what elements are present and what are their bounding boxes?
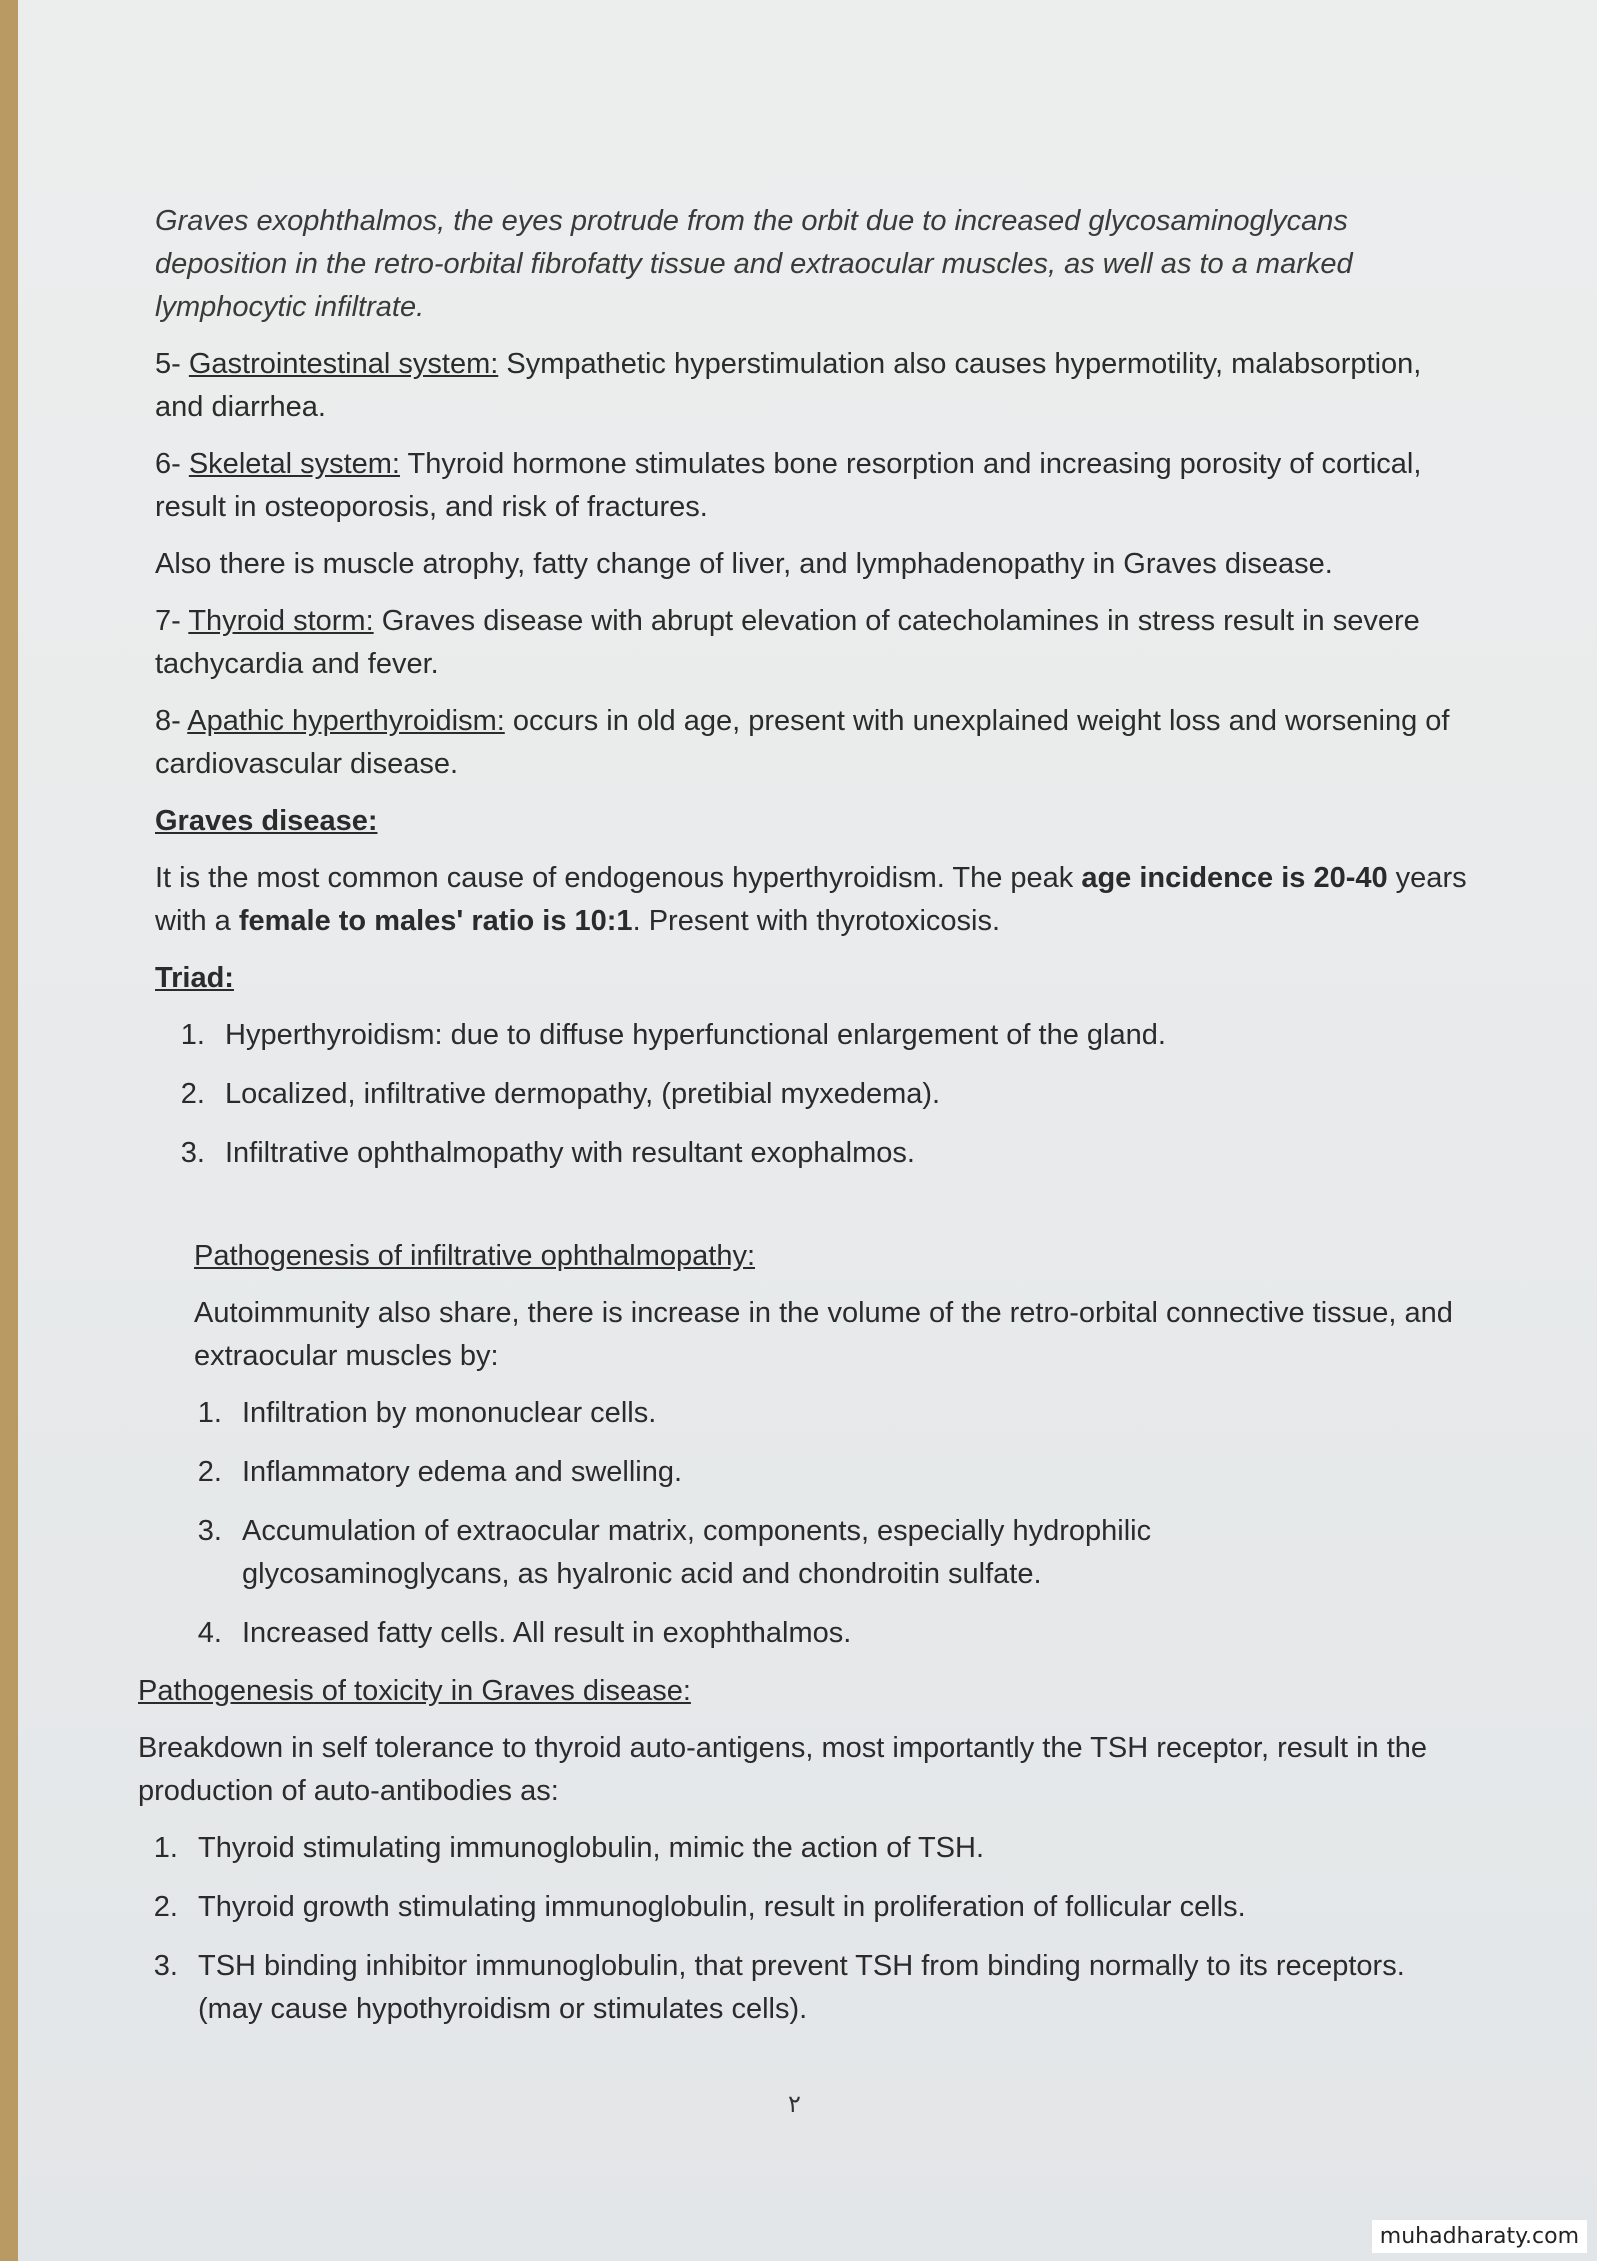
section-title: Apathic hyperthyroidism: xyxy=(187,705,505,737)
intro-paragraph: Graves exophthalmos, the eyes protrude from the orbit due to increased glycosaminoglycans deposition in the retro-orbital fibrofatty tissue and extraocular muscles, as well as to a marked lymphocytic infiltrate. xyxy=(155,205,1353,323)
section-text: Graves disease with abrupt elevation of catecholamines in stress result in severe tachycardia and fever. xyxy=(155,605,1420,680)
section-thyroid-storm xyxy=(155,600,1475,686)
list-item: 1. Infiltration by mononuclear cells. xyxy=(230,1392,1464,1435)
section-number: 6- xyxy=(155,448,189,480)
section-title: Thyroid storm: xyxy=(188,605,374,637)
graves-heading: Graves disease: xyxy=(155,805,378,837)
content-upper xyxy=(155,200,1475,1191)
list-item: 1. Thyroid stimulating immunoglobulin, mimic the action of TSH. xyxy=(186,1827,1438,1870)
graves-paragraph xyxy=(155,857,1475,943)
toxicity-intro: Breakdown in self tolerance to thyroid auto-antigens, most importantly the TSH receptor, result in the production of auto-antibodies as: xyxy=(138,1732,1428,1807)
list-item: 4. Increased fatty cells. All result in exophthalmos. xyxy=(230,1612,1464,1655)
list-item: 3. Infiltrative ophthalmopathy with resultant exophalmos. xyxy=(213,1132,1475,1175)
content-toxicity xyxy=(138,1670,1438,2047)
graves-age-bold: age incidence is 20-40 xyxy=(1081,862,1388,894)
ophthalmopathy-intro: Autoimmunity also share, there is increase in the volume of the retro-orbital connective tissue, and extraocular muscles by: xyxy=(194,1297,1453,1372)
triad-list xyxy=(155,1014,1475,1175)
section-text: Sympathetic hyperstimulation also causes hypermotility, malabsorption, and diarrhea. xyxy=(155,348,1422,423)
content-ophthalmopathy xyxy=(194,1235,1464,1671)
section-text: Thyroid hormone stimulates bone resorption and increasing porosity of cortical, result in osteoporosis, and risk of fractures. xyxy=(155,448,1422,523)
list-item: 2. Localized, infiltrative dermopathy, (pretibial myxedema). xyxy=(213,1073,1475,1116)
toxicity-heading: Pathogenesis of toxicity in Graves disease: xyxy=(138,1675,691,1707)
graves-text: . Present with thyrotoxicosis. xyxy=(632,905,1001,937)
list-item: 1. Hyperthyroidism: due to diffuse hyperfunctional enlargement of the gland. xyxy=(213,1014,1475,1057)
ophthalmopathy-list xyxy=(194,1392,1464,1655)
graves-text: years with a xyxy=(155,862,1467,937)
graves-text: It is the most common cause of endogenous hyperthyroidism. The peak xyxy=(155,862,1082,894)
section-number: 5- xyxy=(155,348,189,380)
list-item: 3. Accumulation of extraocular matrix, components, especially hydrophilic glycosaminoglycans, as hyalronic acid and chondroitin sulfate. xyxy=(230,1510,1464,1596)
section-gastrointestinal xyxy=(155,343,1475,429)
section-apathic xyxy=(155,700,1475,786)
section-title: Gastrointestinal system: xyxy=(188,348,499,380)
section-number: 7- xyxy=(155,605,189,637)
page-number: ٢ xyxy=(788,2090,801,2118)
watermark: muhadharaty.com xyxy=(1372,2220,1587,2253)
section-text: occurs in old age, present with unexplained weight loss and worsening of cardiovascular disease. xyxy=(155,705,1450,780)
document-page xyxy=(18,0,1597,2261)
list-item: 2. Inflammatory edema and swelling. xyxy=(230,1451,1464,1494)
section-number: 8- xyxy=(155,705,188,737)
list-item: 3. TSH binding inhibitor immunoglobulin, that prevent TSH from binding normally to its receptors. (may cause hypothyroidism or stimulates cells). xyxy=(186,1945,1438,2031)
section-title: Skeletal system: xyxy=(188,448,400,480)
graves-ratio-bold: female to males' ratio is 10:1 xyxy=(238,905,633,937)
section-skeletal xyxy=(155,443,1475,529)
triad-heading: Triad: xyxy=(155,962,234,994)
list-item: 2. Thyroid growth stimulating immunoglobulin, result in proliferation of follicular cells. xyxy=(186,1886,1438,1929)
ophthalmopathy-heading: Pathogenesis of infiltrative ophthalmopathy: xyxy=(194,1240,756,1272)
toxicity-list xyxy=(138,1827,1438,2031)
section-note: Also there is muscle atrophy, fatty change of liver, and lymphadenopathy in Graves disease. xyxy=(155,548,1333,580)
